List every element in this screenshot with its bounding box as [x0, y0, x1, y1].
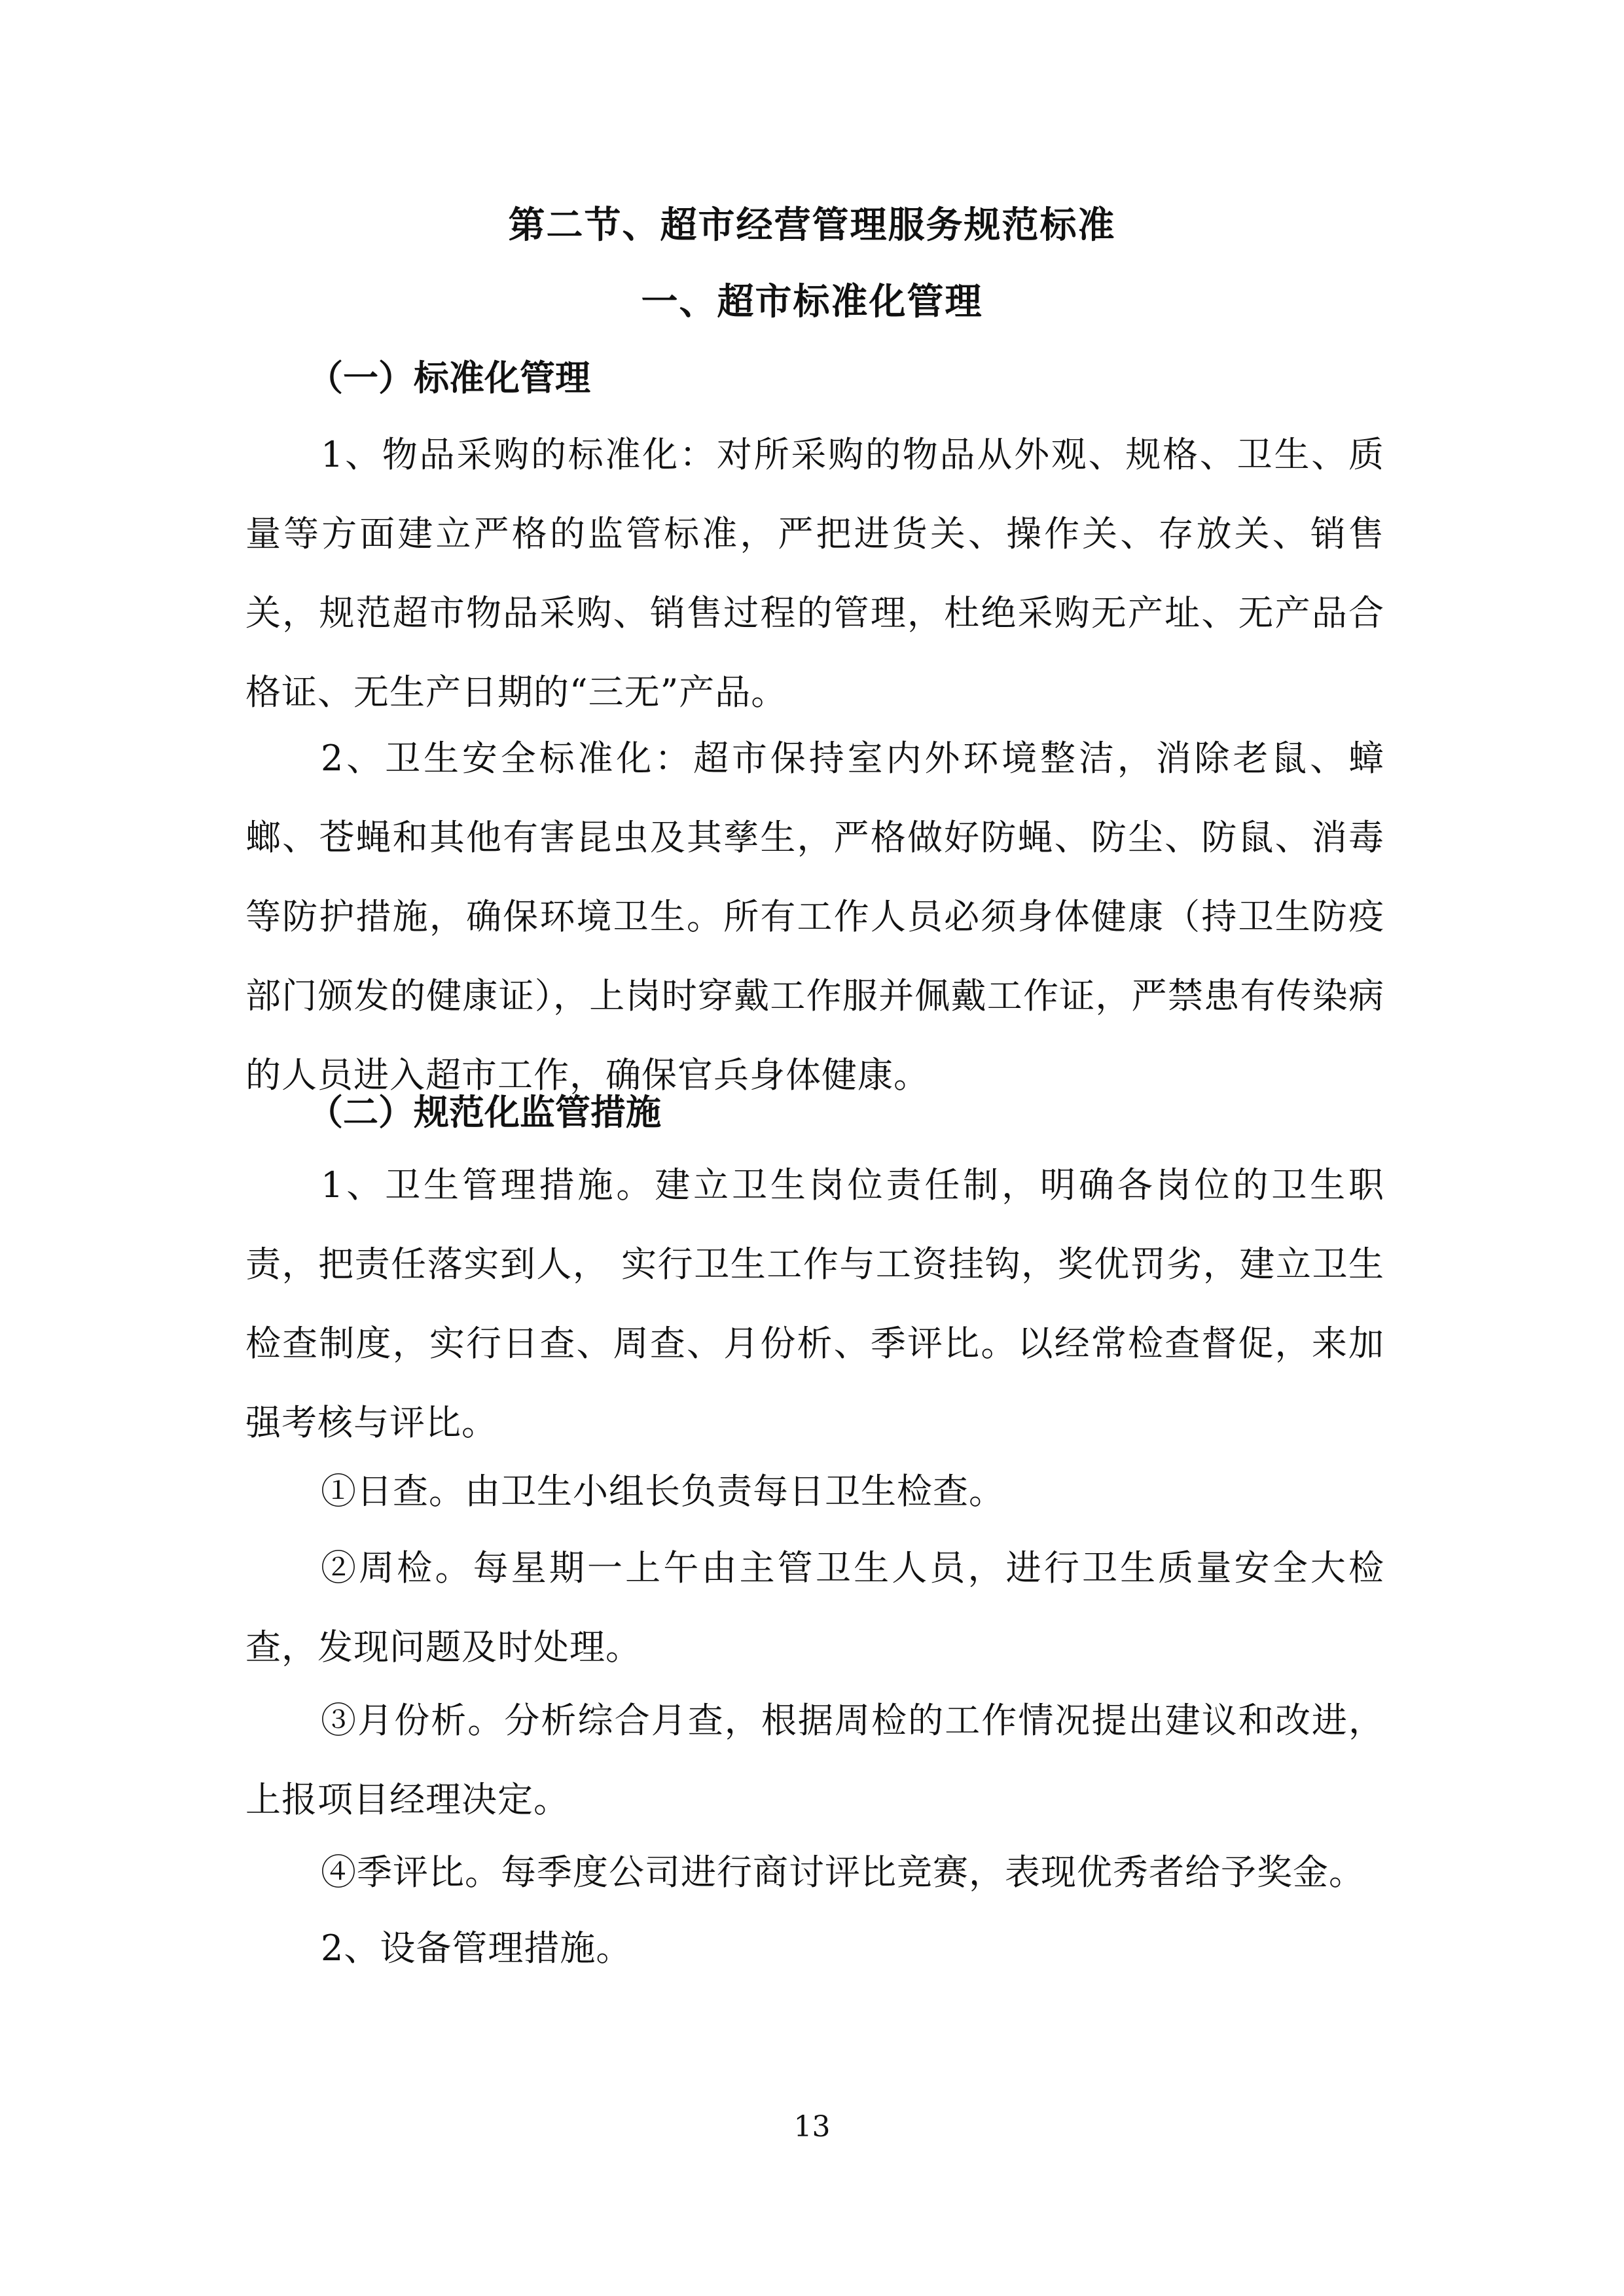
- list-item-daily-check: ①日查。由卫生小组长负责每日卫生检查。: [321, 1471, 1005, 1512]
- page-number: 13: [793, 2110, 831, 2144]
- paragraph-hygiene-safety-standardization: 2、卫生安全标准化：超市保持室内外环境整洁，消除老鼠、蟑螂、苍蝇和其他有害昆虫及其孳生，严格做好防蝇、防尘、防鼠、消毒等防护措施，确保环境卫生。所有工作人员必须身体健康（持卫生防疫部门颁发的健康证），上岗时穿戴工作服并佩戴工作证，严禁患有传染病的人员进入超市工作，确保官兵身体健康。: [245, 738, 1384, 1096]
- paragraph-equipment-management: 2、设备管理措施。: [321, 1928, 632, 1969]
- list-item-weekly-check: ②周检。每星期一上午由主管卫生人员，进行卫生质量安全大检查，发现问题及时处理。: [245, 1547, 1384, 1668]
- paragraph-hygiene-management: 1、卫生管理措施。建立卫生岗位责任制，明确各岗位的卫生职责，把责任落实到人， 实行卫生工作与工资挂钩，奖优罚劣，建立卫生检查制度，实行日查、周查、月份析、季评比。以经常检查督促，来加强考核与评比。: [245, 1164, 1384, 1443]
- paragraph-purchase-standardization: 1、物品采购的标准化：对所采购的物品从外观、规格、卫生、质量等方面建立严格的监管标准，严把进货关、操作关、存放关、销售关，规范超市物品采购、销售过程的管理，杜绝采购无产址、无产品合格证、无生产日期的“三无”产品。: [245, 434, 1384, 713]
- subsection-heading-supervision-measures: （二）规范化监管措施: [308, 1092, 661, 1133]
- subsection-heading-standardization: （一）标准化管理: [308, 357, 590, 399]
- list-item-quarterly-review: ④季评比。每季度公司进行商讨评比竞赛，表现优秀者给予奖金。: [321, 1852, 1365, 1893]
- section-title: 一、超市标准化管理: [641, 281, 983, 323]
- list-item-monthly-analysis: ③月份析。分析综合月查，根据周检的工作情况提出建议和改进，上报项目经理决定。: [245, 1700, 1384, 1820]
- chapter-title: 第二节、超市经营管理服务规范标准: [508, 204, 1116, 247]
